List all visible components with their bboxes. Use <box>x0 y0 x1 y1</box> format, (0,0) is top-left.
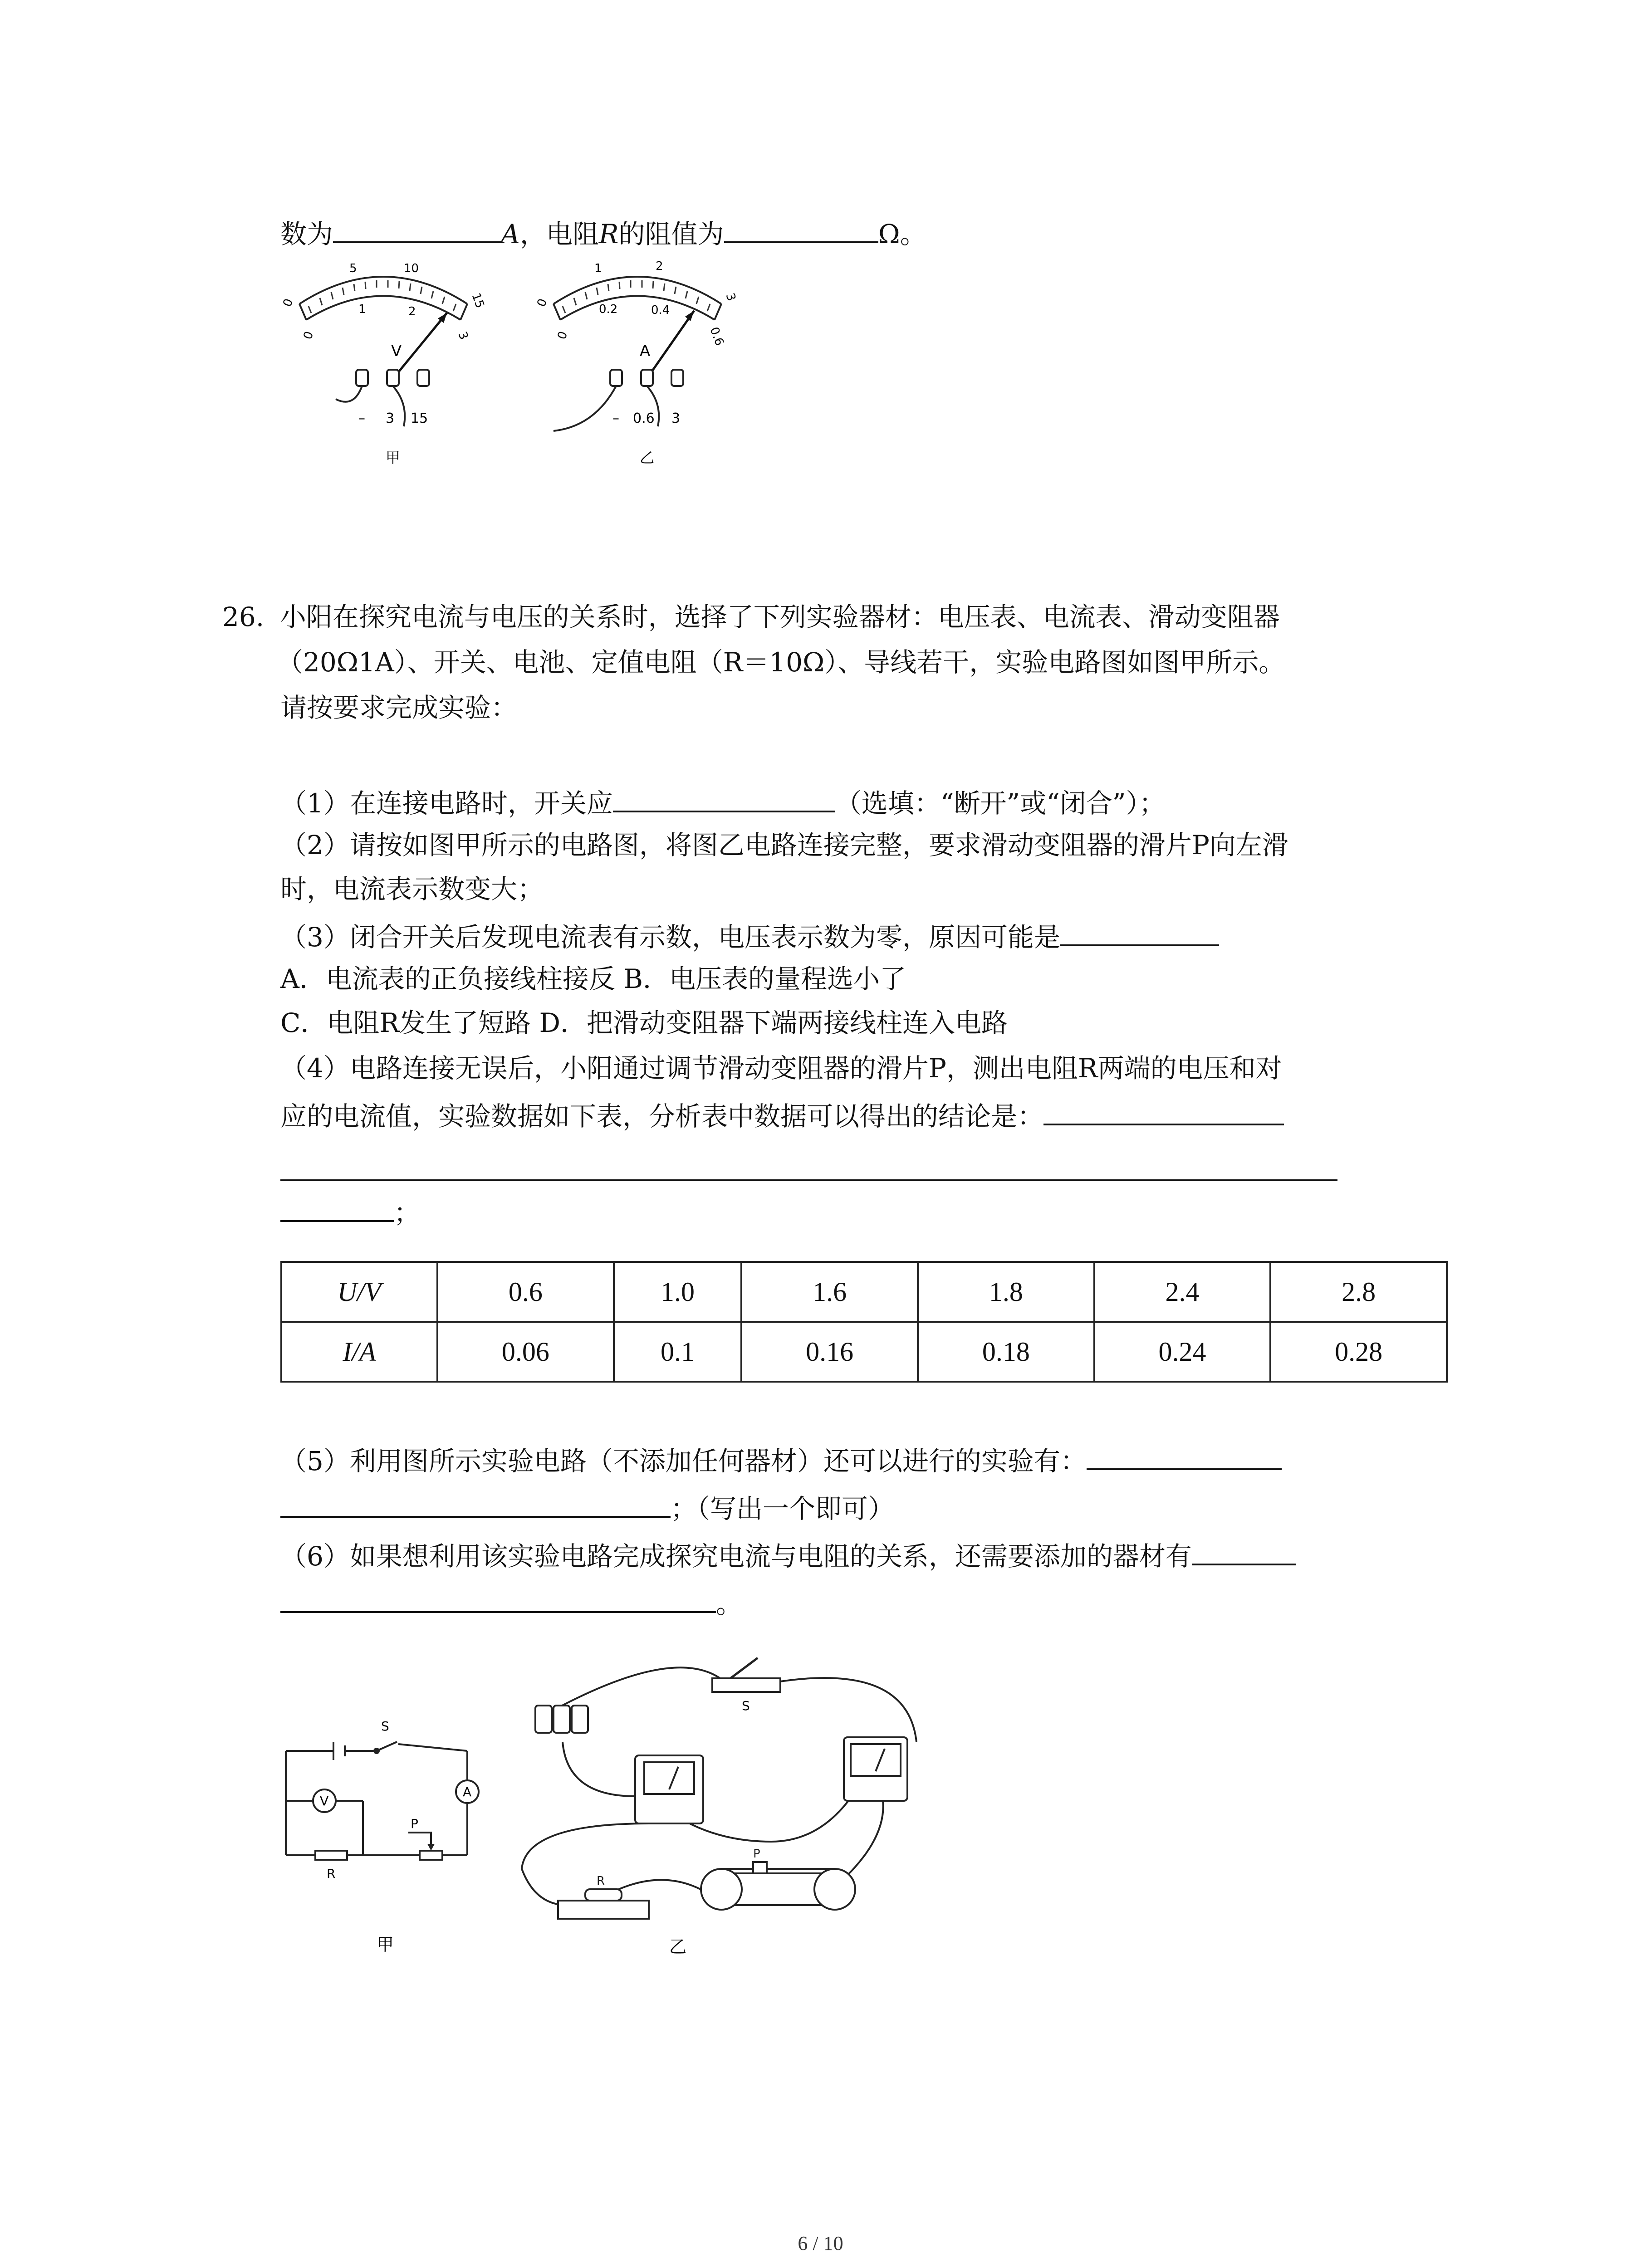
q26-part6-line1 <box>280 1535 1296 1574</box>
table-row-current <box>281 1322 1447 1382</box>
text-mid: ，电阻 <box>519 219 599 249</box>
circuit-label-a: A <box>463 1784 472 1799</box>
ammeter-dial <box>534 259 738 466</box>
q26-part4-line4 <box>280 1192 420 1231</box>
voltmeter-lower-1: 1 <box>358 303 366 316</box>
part5-text-b: ；（写出一个即可） <box>671 1493 895 1524</box>
ammeter-upper-3: 3 <box>723 291 739 303</box>
apparatus-figure <box>499 1633 998 1973</box>
ammeter-upper-0: 0 <box>534 297 550 309</box>
q26-part5-line2 <box>280 1488 894 1527</box>
ammeter-lower-06: 0.6 <box>707 325 726 348</box>
part4-text-b: 应的电流值，实验数据如下表，分析表中数据可以得出的结论是： <box>280 1101 1044 1132</box>
answer-blank-cause[interactable] <box>1060 916 1219 946</box>
table-cell: 0.6 <box>437 1262 614 1322</box>
intro-text-1: 小阳在探究电流与电压的关系时，选择了下列实验器材：电压表、电流表、滑动变阻器 <box>279 601 1280 632</box>
ammeter-lower-0: 0 <box>555 329 571 342</box>
text-mid2: 的阻值为 <box>618 219 724 249</box>
q26-part4-line1: （4）电路连接无误后，小阳通过调节滑动变阻器的滑片P，测出电阻R两端的电压和对 <box>280 1053 1282 1084</box>
voltmeter-lower-3: 3 <box>455 330 471 342</box>
part4-end: ； <box>394 1198 421 1228</box>
voltmeter-upper-10: 10 <box>404 262 419 275</box>
table-cell: 0.18 <box>918 1322 1094 1382</box>
q26-options-ab: A．电流表的正负接线柱接反 B．电压表的量程选小了 <box>280 963 906 994</box>
table-cell: 2.4 <box>1094 1262 1271 1322</box>
part1-text-b: （选填：“断开”或“闭合”）； <box>835 788 1166 819</box>
q26-options-cd: C．电阻R发生了短路 D．把滑动变阻器下端两接线柱连入电路 <box>280 1007 1008 1038</box>
table-header-u: U/V <box>281 1262 437 1322</box>
answer-blank-conclusion-1[interactable] <box>1043 1095 1284 1125</box>
circuit-caption-jia: 甲 <box>377 1935 394 1955</box>
text-prefix: 数为 <box>280 219 333 249</box>
table-cell: 2.8 <box>1270 1262 1447 1322</box>
answer-blank-experiment-2[interactable] <box>280 1488 671 1518</box>
q26-part3 <box>280 916 1219 955</box>
circuit-label-v: V <box>320 1794 329 1809</box>
table-cell: 0.06 <box>437 1322 614 1382</box>
ammeter-upper-2: 2 <box>656 259 663 273</box>
apparatus-caption-yi: 乙 <box>669 1937 687 1957</box>
ammeter-caption: 乙 <box>640 449 655 466</box>
q25-answer-line <box>280 213 926 252</box>
table-header-i: I/A <box>281 1322 437 1382</box>
ammeter-terminal-minus: – <box>612 411 619 426</box>
battery-photo <box>535 1706 588 1733</box>
ammeter-lower-04: 0.4 <box>651 303 670 317</box>
ammeter-terminal-3: 3 <box>671 411 681 426</box>
voltmeter-terminal-minus: – <box>358 411 365 426</box>
q26-intro-line3: 请按要求完成实验： <box>280 692 518 723</box>
ammeter-photo <box>844 1737 907 1801</box>
part1-text-a: （1）在连接电路时，开关应 <box>280 788 613 819</box>
circuit-label-r: R <box>327 1866 336 1881</box>
voltmeter-letter: V <box>391 342 402 360</box>
table-cell: 0.24 <box>1094 1322 1271 1382</box>
photo-label-s: S <box>742 1698 750 1713</box>
circuit-label-s: S <box>381 1719 389 1734</box>
voltmeter-terminal-3: 3 <box>386 411 395 426</box>
part5-text-a: （5）利用图所示实验电路（不添加任何器材）还可以进行的实验有： <box>280 1446 1087 1476</box>
part6-end: 。 <box>716 1589 743 1619</box>
data-table <box>280 1261 1448 1383</box>
part6-text-a: （6）如果想利用该实验电路完成探究电流与电阻的关系，还需要添加的器材有 <box>280 1541 1192 1572</box>
unit-a: A <box>501 219 520 249</box>
q26-part6-line2 <box>280 1583 742 1622</box>
answer-blank-conclusion-2[interactable] <box>280 1179 1337 1181</box>
voltmeter-upper-5: 5 <box>349 262 357 275</box>
answer-blank-switch[interactable] <box>613 782 835 812</box>
answer-blank-equipment-2[interactable] <box>280 1583 716 1613</box>
question-number: 26. <box>222 601 265 632</box>
table-cell: 0.1 <box>614 1322 742 1382</box>
table-cell: 1.0 <box>614 1262 742 1322</box>
photo-label-p: P <box>753 1847 760 1861</box>
photo-label-r: R <box>597 1874 605 1888</box>
switch-photo <box>712 1658 780 1713</box>
answer-blank-conclusion-3[interactable] <box>280 1192 394 1222</box>
voltmeter-lower-2: 2 <box>408 305 416 318</box>
q26-part2-line1: （2）请按如图甲所示的电路图，将图乙电路连接完整，要求滑动变阻器的滑片P向左滑 <box>280 830 1288 860</box>
answer-blank-current[interactable] <box>333 213 501 243</box>
resistor-photo <box>558 1874 649 1919</box>
voltmeter-dial <box>280 262 487 466</box>
part3-text: （3）闭合开关后发现电流表有示数，电压表示数为零，原因可能是 <box>280 922 1060 953</box>
q26-part5-line1 <box>280 1440 1282 1479</box>
rheostat-photo <box>701 1847 855 1910</box>
ammeter-lower-02: 0.2 <box>599 303 618 316</box>
ammeter-letter: A <box>640 342 651 360</box>
answer-blank-resistance[interactable] <box>724 213 878 243</box>
q26-part2-line2: 时，电流表示数变大； <box>280 874 544 904</box>
page-number: 6 / 10 <box>798 2232 843 2254</box>
table-row-voltage <box>281 1262 1447 1322</box>
ammeter-upper-1: 1 <box>594 262 602 275</box>
unit-ohm: Ω。 <box>878 219 926 249</box>
answer-blank-equipment-1[interactable] <box>1192 1535 1296 1565</box>
q26-part1 <box>280 782 1166 821</box>
q26-part4-line2 <box>280 1095 1284 1134</box>
meters-figure <box>272 254 771 481</box>
table-cell: 1.8 <box>918 1262 1094 1322</box>
circuit-label-p: P <box>411 1816 418 1831</box>
table-cell: 0.16 <box>741 1322 918 1382</box>
voltmeter-upper-0: 0 <box>280 297 296 309</box>
voltmeter-photo <box>635 1755 703 1823</box>
table-cell: 0.28 <box>1270 1322 1447 1382</box>
symbol-r: R <box>598 219 619 249</box>
voltmeter-lower-0: 0 <box>301 329 317 342</box>
voltmeter-caption: 甲 <box>386 449 401 466</box>
q26-intro-line1 <box>222 599 1280 635</box>
table-cell: 1.6 <box>741 1262 918 1322</box>
q26-intro-line2: （20Ω1A）、开关、电池、定值电阻（R＝10Ω）、导线若干，实验电路图如图甲所示。 <box>277 647 1285 678</box>
ammeter-terminal-06: 0.6 <box>633 411 655 426</box>
voltmeter-upper-15: 15 <box>469 291 487 310</box>
circuit-diagram <box>272 1696 499 1969</box>
voltmeter-terminal-15: 15 <box>411 411 428 426</box>
answer-blank-experiment-1[interactable] <box>1087 1440 1282 1470</box>
